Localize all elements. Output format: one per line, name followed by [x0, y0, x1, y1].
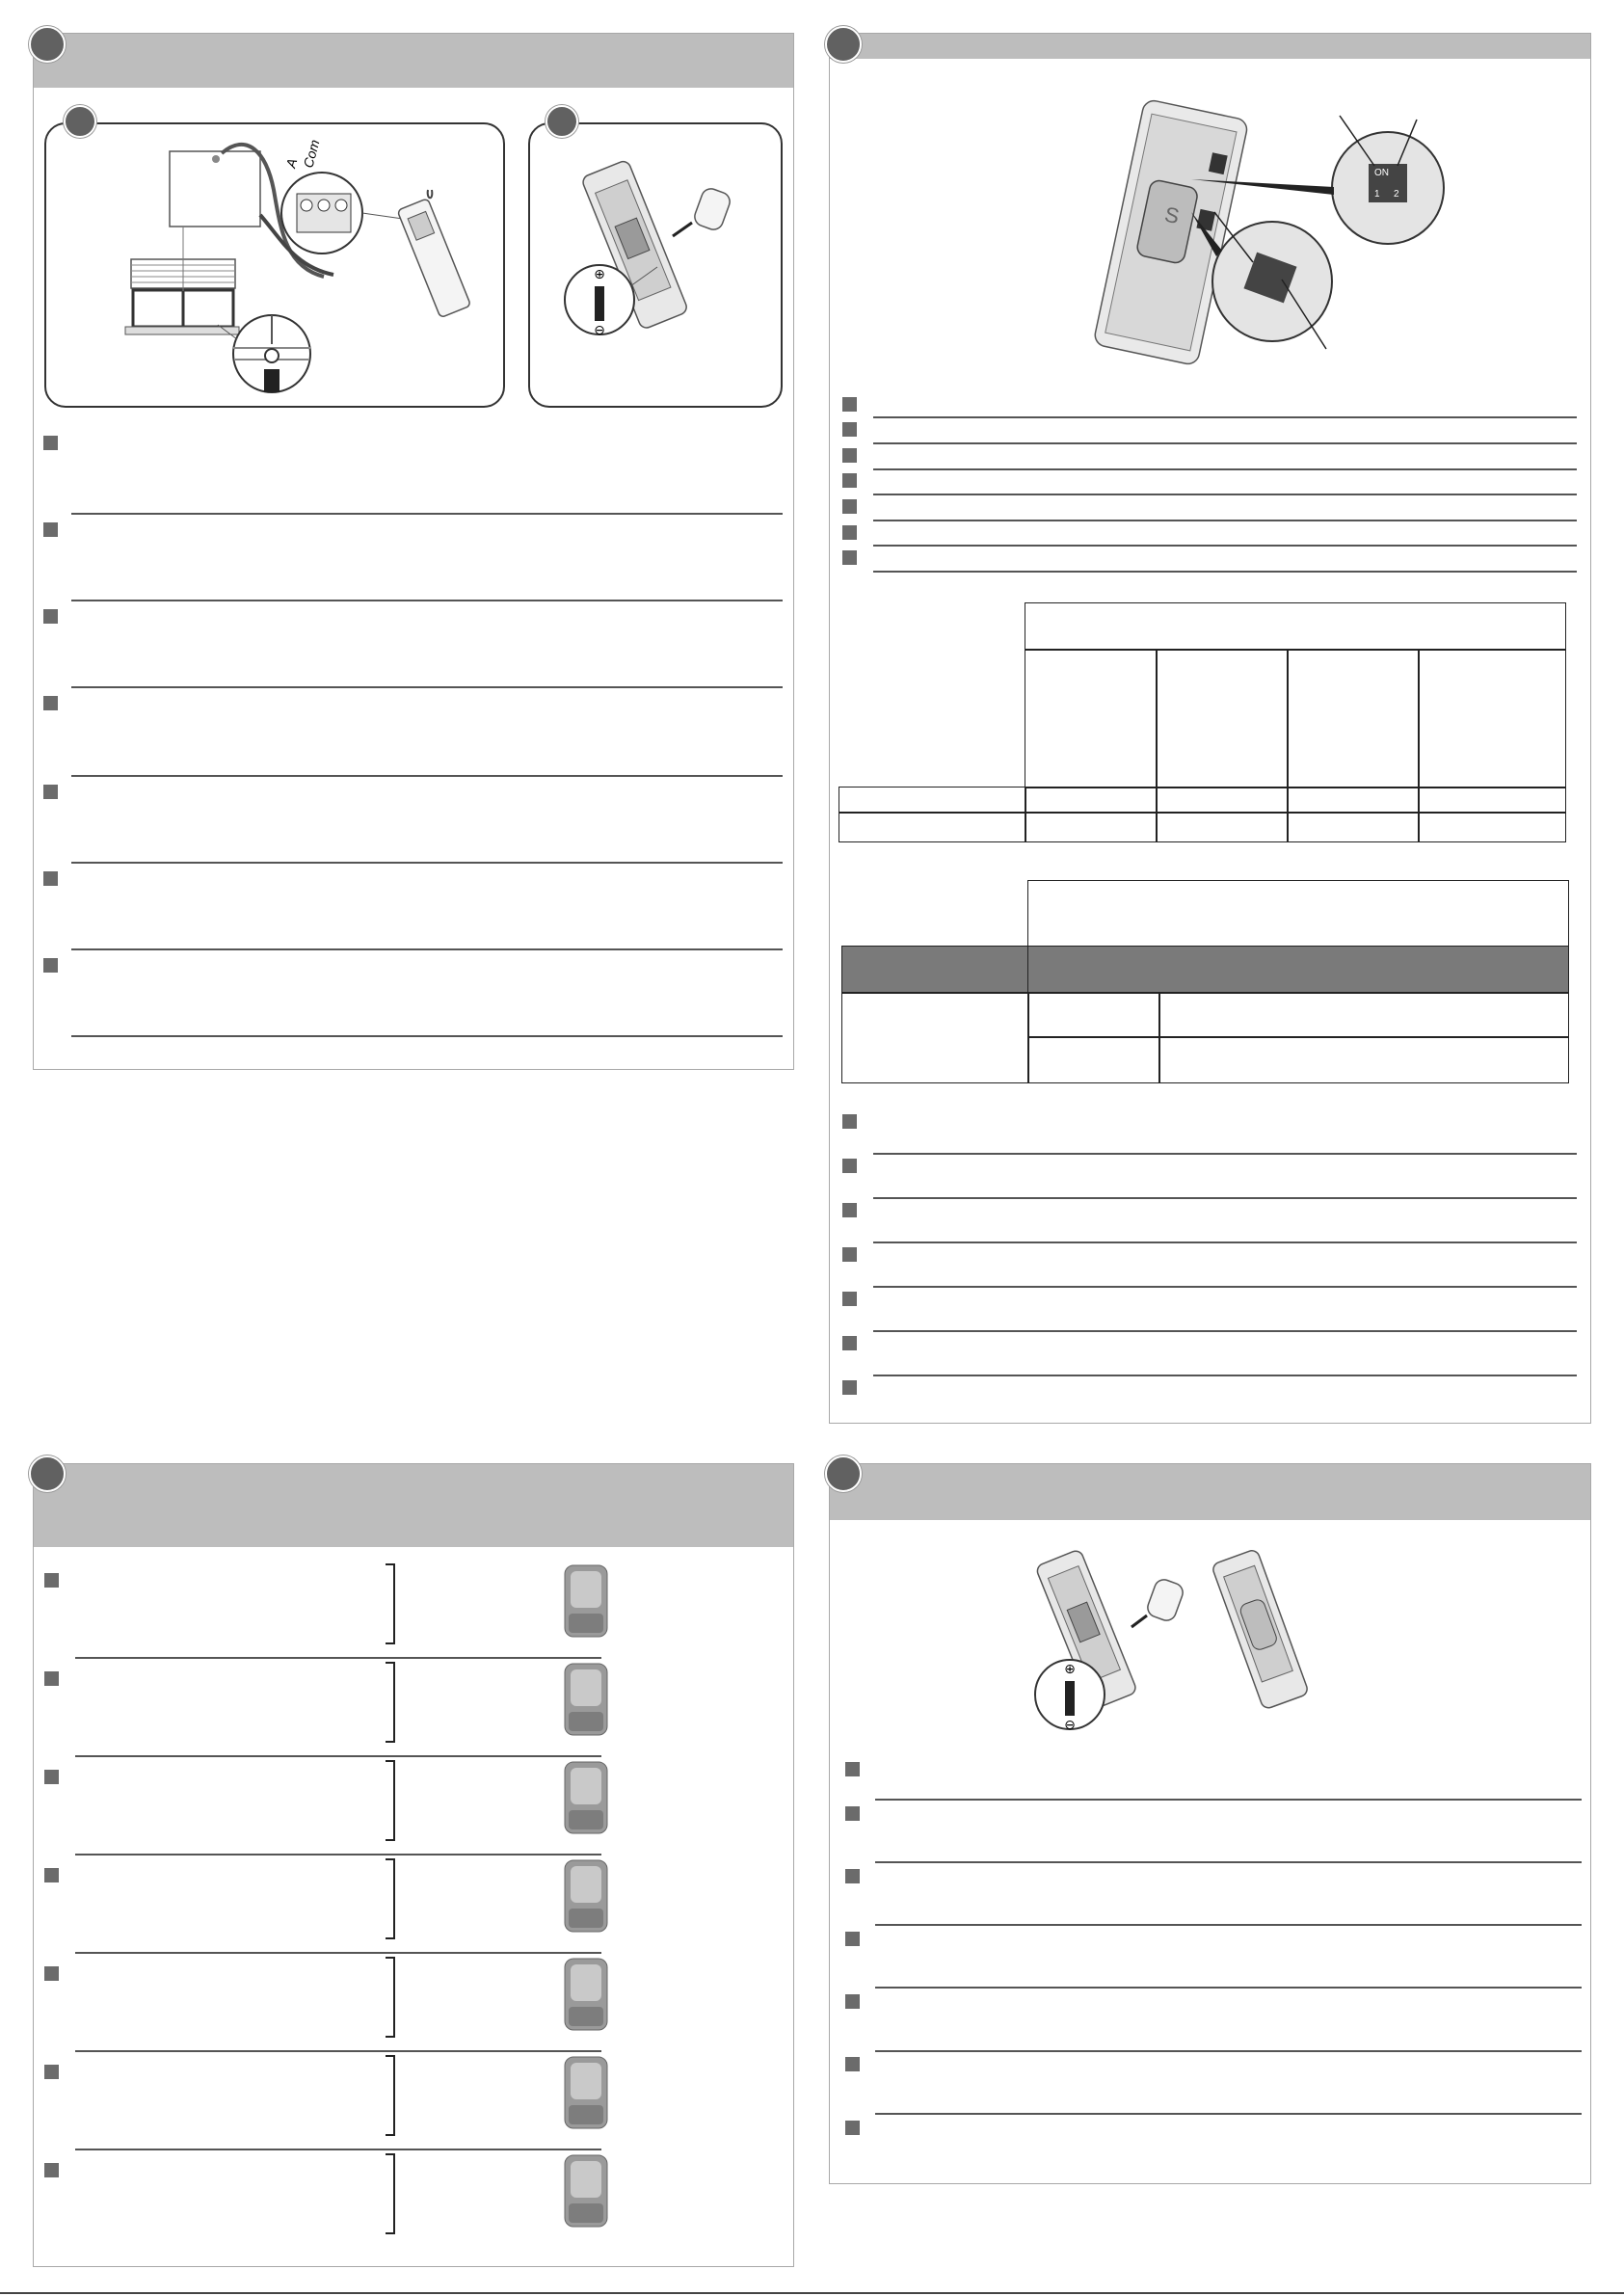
step-bullet: [842, 525, 857, 540]
table-cell: [1025, 812, 1158, 842]
battery-plus-symbol: ⊕: [594, 267, 605, 282]
step-divider: [75, 2050, 601, 2052]
step-divider: [873, 1330, 1577, 1332]
bracket-mark: [384, 1662, 397, 1743]
bracket-mark: [384, 1563, 397, 1644]
step-divider: [873, 1197, 1577, 1199]
bracket-mark: [384, 1760, 397, 1841]
step-bullet: [842, 397, 857, 412]
dip-1-label: 1: [1374, 189, 1380, 200]
step-divider: [75, 1657, 601, 1659]
step-divider: [75, 1952, 601, 1954]
step-bullet: [845, 1994, 860, 2009]
step-bullet: [43, 785, 58, 799]
table-shaded-label: [841, 946, 1029, 994]
table-column-cell: [1287, 649, 1420, 788]
section-header-band: [830, 1464, 1590, 1520]
bracket-mark: [384, 2055, 397, 2136]
step-divider: [875, 2113, 1582, 2115]
battery-minus-symbol: ⊖: [1064, 1718, 1076, 1733]
step-divider: [873, 545, 1577, 547]
step-bullet: [842, 1292, 857, 1306]
step-divider: [71, 775, 783, 777]
step-divider: [873, 1375, 1577, 1376]
step-bullet: [842, 1336, 857, 1350]
section-indicator-panel: [33, 1463, 794, 2267]
step-bullet: [43, 609, 58, 624]
battery-s-label: S: [1162, 201, 1182, 229]
step-divider: [75, 1755, 601, 1757]
dip-2-label: 2: [1394, 189, 1399, 200]
table-cell: [1287, 787, 1420, 814]
step-bullet: [43, 958, 58, 973]
step-bullet: [44, 2163, 59, 2177]
table-column-cell: [1418, 649, 1566, 788]
step-bullet: [43, 436, 58, 450]
table-row-label: [839, 787, 1026, 814]
step-divider: [71, 1035, 783, 1037]
step-divider: [875, 1799, 1582, 1801]
transmitter-icon: [563, 1563, 609, 1639]
step-divider: [873, 1286, 1577, 1288]
step-bullet: [842, 1247, 857, 1262]
step-divider: [75, 2149, 601, 2150]
section-number-badge: [29, 1455, 66, 1492]
step-bullet: [842, 1380, 857, 1395]
section-number-badge: [825, 26, 862, 63]
page-bottom-rule: [0, 2292, 1624, 2294]
battery-minus-symbol: ⊖: [594, 323, 605, 338]
step-bullet: [842, 550, 857, 565]
step-bullet: [842, 1159, 857, 1173]
table-cell: [1287, 812, 1420, 842]
step-divider: [873, 468, 1577, 470]
step-bullet: [842, 1114, 857, 1129]
step-divider: [873, 571, 1577, 573]
step-bullet: [44, 1770, 59, 1784]
dip-switch-diagram: [1051, 87, 1475, 366]
step-divider: [875, 1924, 1582, 1926]
battery-plus-symbol: ⊕: [1064, 1662, 1076, 1677]
table-cell: [1027, 1036, 1160, 1083]
transmitter-icon: [563, 2153, 609, 2229]
step-bullet: [842, 1203, 857, 1217]
transmitter-icon: [563, 1858, 609, 1934]
step-divider: [71, 686, 783, 688]
step-divider: [873, 520, 1577, 521]
step-divider: [71, 862, 783, 864]
step-bullet: [845, 2057, 860, 2071]
step-divider: [875, 1987, 1582, 1989]
step-divider: [873, 442, 1577, 444]
step-divider: [71, 948, 783, 950]
wiring-diagram: [44, 122, 505, 408]
step-divider: [873, 1153, 1577, 1155]
step-bullet: [842, 422, 857, 437]
section-header-band: [34, 34, 793, 88]
step-bullet: [845, 1762, 860, 1776]
step-divider: [873, 1241, 1577, 1243]
table-cell: [1156, 787, 1289, 814]
table-cell: [1025, 787, 1158, 814]
transmitter-icon: [563, 1662, 609, 1737]
step-bullet: [43, 522, 58, 537]
step-bullet: [845, 1806, 860, 1821]
table-column-cell: [1156, 649, 1289, 788]
step-bullet: [842, 473, 857, 488]
section-number-badge: [825, 1455, 862, 1492]
bracket-mark: [384, 1957, 397, 2038]
step-bullet: [845, 1932, 860, 1946]
step-bullet: [43, 696, 58, 710]
table-cell: [1156, 812, 1289, 842]
table-column-cell: [1025, 649, 1158, 788]
step-divider: [71, 513, 783, 515]
step-bullet: [44, 1868, 59, 1882]
step-bullet: [845, 1869, 860, 1883]
bracket-mark: [384, 2153, 397, 2234]
battery-install-diagram: [528, 122, 783, 408]
step-divider: [75, 1854, 601, 1855]
step-bullet: [44, 1966, 59, 1981]
transmitter-icon: [563, 1957, 609, 2032]
step-bullet: [44, 1573, 59, 1588]
step-divider: [873, 416, 1577, 418]
table-row-label: [841, 992, 1029, 1083]
table-cell: [1158, 1036, 1569, 1083]
bracket-mark: [384, 1858, 397, 1939]
battery-replace-diagram: [1022, 1542, 1407, 1745]
table-header-cell: [1027, 880, 1569, 948]
table-cell: [1418, 787, 1566, 814]
transmitter-icon: [563, 1760, 609, 1835]
step-bullet: [842, 448, 857, 463]
step-bullet: [845, 2121, 860, 2135]
table-cell: [1027, 992, 1160, 1038]
table-shaded-header: [1027, 946, 1569, 994]
dip-on-label: ON: [1374, 168, 1389, 178]
terminal-com-label: Com: [300, 138, 323, 170]
step-divider: [875, 2050, 1582, 2052]
terminal-a-label: A: [282, 156, 301, 170]
table-cell: [1418, 812, 1566, 842]
step-bullet: [842, 499, 857, 514]
table-row-label: [839, 812, 1026, 842]
table-header-cell: [1025, 602, 1566, 651]
step-bullet: [44, 2065, 59, 2079]
transmitter-icon: [563, 2055, 609, 2130]
step-bullet: [43, 871, 58, 886]
section-header-band: [34, 1464, 793, 1547]
table-cell: [1158, 992, 1569, 1038]
section-header-band: [830, 34, 1590, 59]
section-number-badge: [29, 26, 66, 63]
step-bullet: [44, 1671, 59, 1686]
step-divider: [873, 494, 1577, 495]
step-divider: [71, 600, 783, 601]
step-divider: [875, 1861, 1582, 1863]
